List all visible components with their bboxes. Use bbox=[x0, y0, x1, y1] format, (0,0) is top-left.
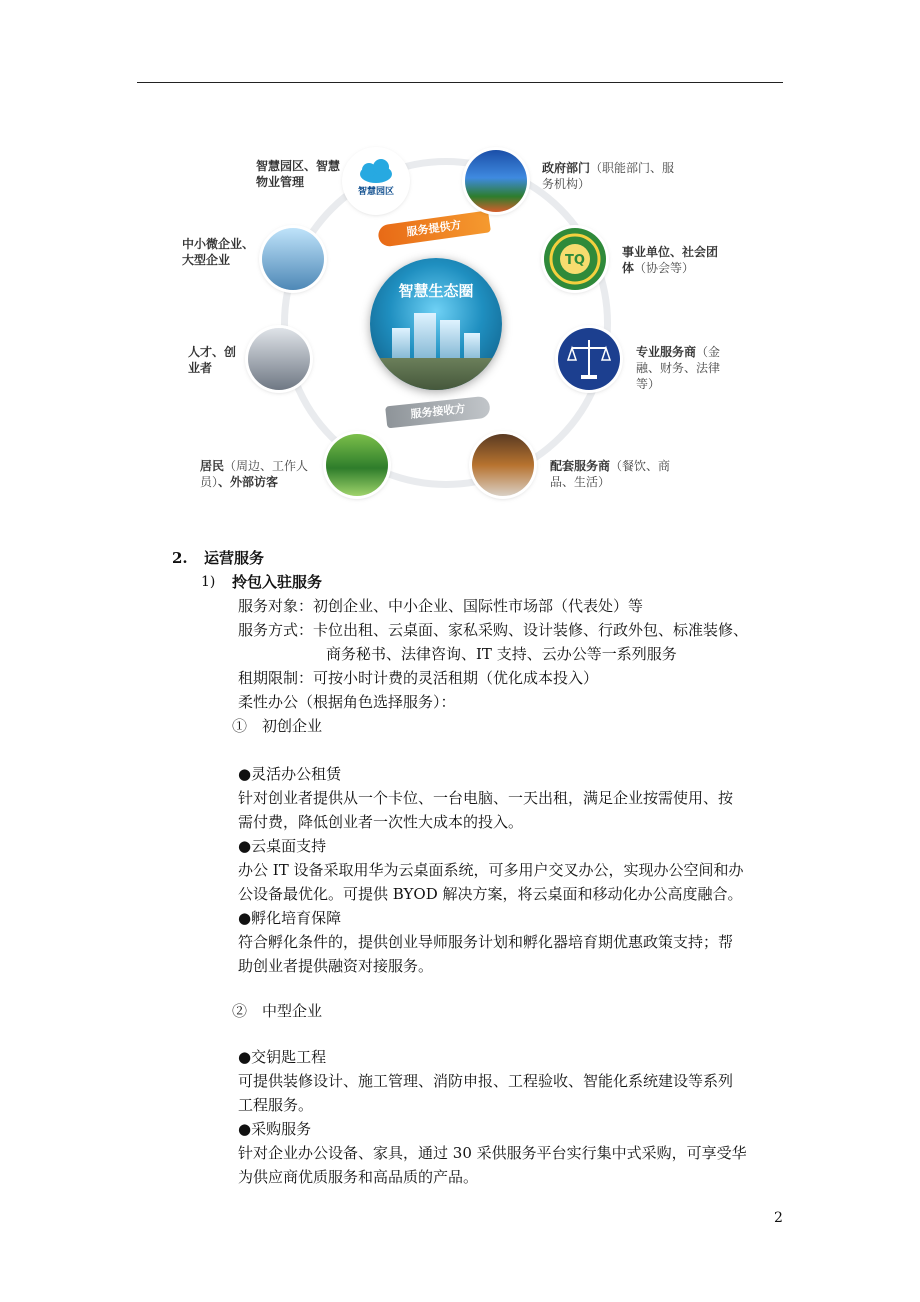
cloud-icon bbox=[345, 150, 407, 212]
government-node bbox=[465, 150, 527, 212]
institution-node bbox=[544, 228, 606, 290]
turnkey-desc-2: 工程服务。 bbox=[238, 1096, 314, 1114]
subsection-title: 拎包入驻服务 bbox=[232, 573, 323, 591]
professional-node bbox=[558, 328, 620, 390]
lease-limit: 租期限制：可按小时计费的灵活租期（优化成本投入） bbox=[238, 669, 599, 687]
resident-label: 居民（周边、工作人员）、外部访客 bbox=[200, 459, 309, 489]
center-label: 智慧生态圈 bbox=[398, 282, 474, 300]
section-title: 运营服务 bbox=[204, 549, 265, 567]
cloud-desktop-desc-1: 办公 IT 设备采取用华为云桌面系统，可多用户交叉办公，实现办公空间和办 bbox=[238, 861, 744, 879]
support-node bbox=[472, 434, 534, 496]
flexible-lease-desc-2: 需付费，降低创业者一次性大成本的投入。 bbox=[238, 813, 524, 831]
flexible-lease-desc-1: 针对创业者提供从一个卡位、一台电脑、一天出租，满足企业按需使用、按 bbox=[238, 789, 734, 807]
turnkey-desc-1: 可提供装修设计、施工管理、消防申报、工程验收、智能化系统建设等系列 bbox=[238, 1072, 734, 1090]
bullet-procurement: ●采购服务 bbox=[238, 1120, 312, 1138]
subsection-number: 1) bbox=[201, 574, 216, 590]
enterprise-node bbox=[262, 228, 324, 290]
professional-label: 专业服务商（金融、财务、法律等） bbox=[636, 345, 721, 391]
page-number: 2 bbox=[774, 1210, 783, 1226]
talent-node bbox=[248, 328, 310, 390]
section-number: 2. bbox=[172, 549, 188, 567]
tq-text: TQ bbox=[565, 253, 585, 268]
laurel-badge-icon bbox=[544, 228, 606, 290]
cloud-desktop-desc-2: 公设备最优化。可提供 BYOD 解决方案，将云桌面和移动化办公高度融合。 bbox=[238, 885, 743, 903]
center-node bbox=[370, 258, 502, 390]
service-target: 服务对象：初创企业、中小企业、国际性市场部（代表处）等 bbox=[238, 597, 644, 615]
provider-arrow: 服务提供方 bbox=[377, 210, 491, 247]
gov-label: 政府部门（职能部门、服务机构） bbox=[542, 161, 675, 191]
bullet-incubation: ●孵化培育保障 bbox=[238, 909, 342, 927]
category-midsize: ② 中型企业 bbox=[232, 1002, 323, 1020]
institution-label: 事业单位、社会团体（协会等） bbox=[622, 245, 719, 275]
service-method: 服务方式：卡位出租、云桌面、家私采购、设计装修、行政外包、标准装修、 bbox=[238, 621, 749, 639]
park-label: 智慧园区、智慧物业管理 bbox=[256, 159, 341, 189]
talent-label: 人才、创业者 bbox=[188, 345, 237, 375]
procurement-desc-2: 为供应商优质服务和高品质的产品。 bbox=[238, 1168, 479, 1186]
support-label: 配套服务商（餐饮、商品、生活） bbox=[550, 459, 671, 489]
receiver-arrow: 服务接收方 bbox=[385, 396, 491, 429]
category-startup: ① 初创企业 bbox=[232, 717, 323, 735]
bullet-cloud-desktop: ●云桌面支持 bbox=[238, 837, 327, 855]
incubation-desc-1: 符合孵化条件的，提供创业导师服务计划和孵化器培育期优惠政策支持；帮 bbox=[238, 933, 734, 951]
bullet-flexible-lease: ●灵活办公租赁 bbox=[238, 765, 342, 783]
park-badge-text: 智慧园区 bbox=[357, 187, 395, 197]
ecosystem-diagram bbox=[170, 138, 760, 518]
resident-node bbox=[326, 434, 388, 496]
smart-park-node bbox=[345, 150, 407, 212]
enterprise-label: 中小微企业、大型企业 bbox=[182, 237, 255, 267]
flexible-office: 柔性办公（根据角色选择服务）： bbox=[238, 693, 456, 711]
procurement-desc-1: 针对企业办公设备、家具，通过 30 采供服务平台实行集中式采购，可享受华 bbox=[238, 1144, 747, 1162]
scales-icon bbox=[558, 328, 620, 390]
header-rule bbox=[137, 82, 783, 83]
bullet-turnkey: ●交钥匙工程 bbox=[238, 1048, 327, 1066]
service-method-cont: 商务秘书、法律咨询、IT 支持、云办公等一系列服务 bbox=[326, 645, 677, 663]
incubation-desc-2: 助创业者提供融资对接服务。 bbox=[238, 957, 434, 975]
